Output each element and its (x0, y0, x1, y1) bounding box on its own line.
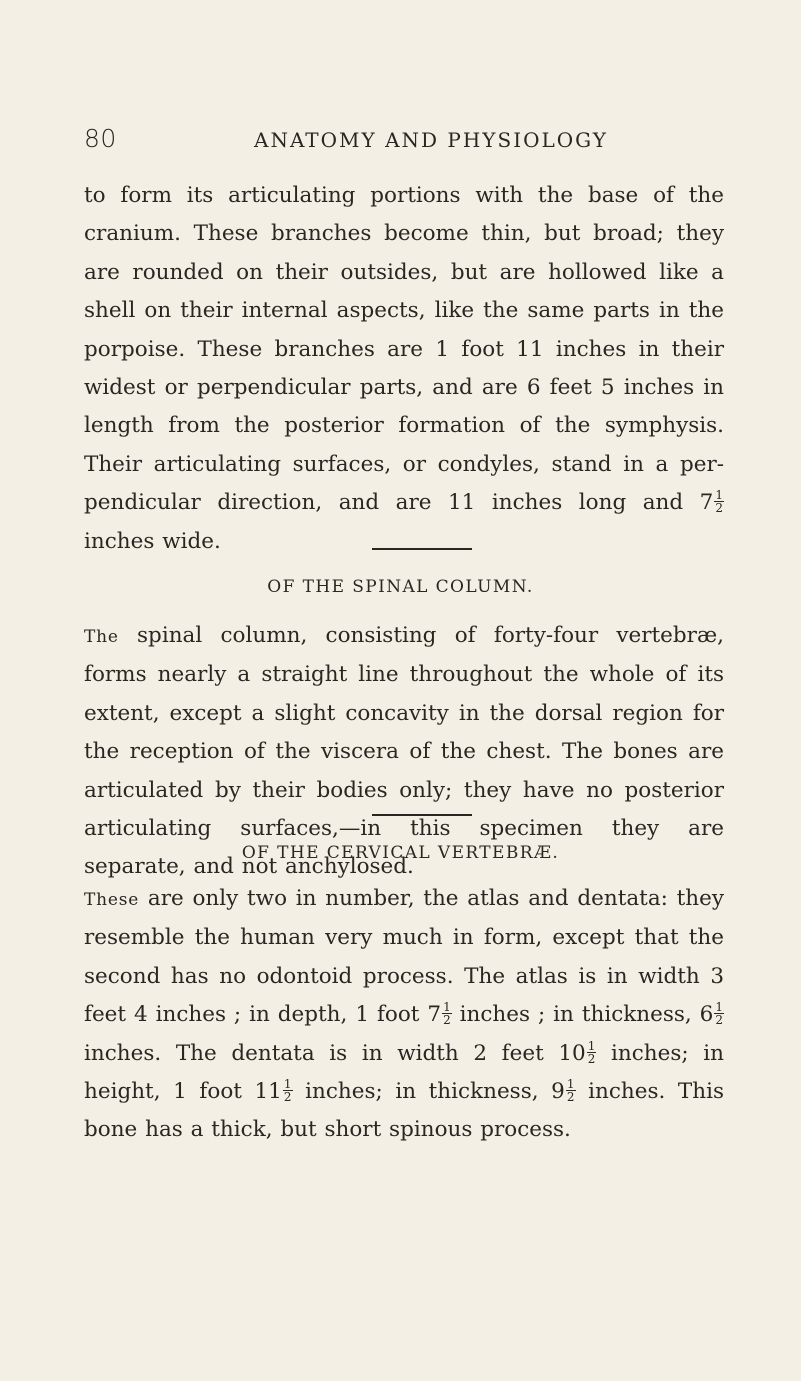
lead-word: The (84, 627, 119, 647)
paragraph-text: to form its articulating portions with the base of the cranium. These branches become thin, but broad; they are rounded on their outsides, but are hollowed like a shell on their internal aspects, like the same parts in the porpoise. These branches are 1 foot 11 inches in their widest or perpendicular parts, and are 6 feet 5 inches in length from the posterior formation of the symphysis. Their articulating surfaces, or condyles, stand in a per-pendicular direction, and are 11 inches long and 7 (84, 183, 724, 516)
paragraph-text: inches ; in thickness, 6 (451, 1002, 714, 1028)
lead-word: These (84, 890, 140, 910)
section-divider (372, 548, 472, 550)
section-heading-cervical-vertebrae: OF THE CERVICAL VERTEBRÆ. (241, 843, 560, 863)
paragraph-text: inches. The dentata is in width 2 feet 10 (84, 1040, 586, 1066)
fraction-half: $\frac{1}{2}$ (587, 1038, 596, 1066)
fraction-half: $\frac{1}{2}$ (283, 1077, 292, 1105)
section-heading-spinal-column: OF THE SPINAL COLUMN. (267, 577, 534, 597)
fraction-half: $\frac{1}{2}$ (443, 1000, 451, 1028)
fraction-half: $\frac{1}{2}$ (715, 1000, 723, 1028)
paragraph-cervical-vertebrae (84, 880, 724, 1150)
paragraph-cranium (84, 177, 724, 561)
page-title: ANATOMY AND PHYSIOLOGY (254, 128, 609, 152)
paragraph-text: inches wide. (84, 528, 221, 554)
fraction-half: $\frac{1}{2}$ (566, 1077, 575, 1105)
running-head (84, 124, 724, 160)
paragraph-text: inches; in thickness, 9 (292, 1079, 565, 1105)
paragraph-text: are only two in number, the atlas and dentata: they resemble the human very much in form, except that the second has no odontoid process. The atlas is in width 3 feet 4 inches ; in depth, 1 foot 7 (84, 886, 724, 1028)
section-divider (372, 814, 472, 816)
fraction-half: $\frac{1}{2}$ (715, 488, 723, 516)
paragraph-text: inches; in height, 1 foot 11 (84, 1040, 724, 1105)
paragraph-text: inches. This bone has a thick, but short spinous process. (84, 1079, 725, 1143)
page-number: 80 (84, 124, 117, 153)
paragraph-text: spinal column, consisting of forty-four vertebræ, forms nearly a straight line throughout the whole of its extent, except a slight concavity in the dorsal region for the reception of the viscera of the chest. The bones are articulated by their bodies only; they have no posterior articulating surfaces,—in this specimen they are separate, and not anchylosed. (84, 623, 724, 880)
